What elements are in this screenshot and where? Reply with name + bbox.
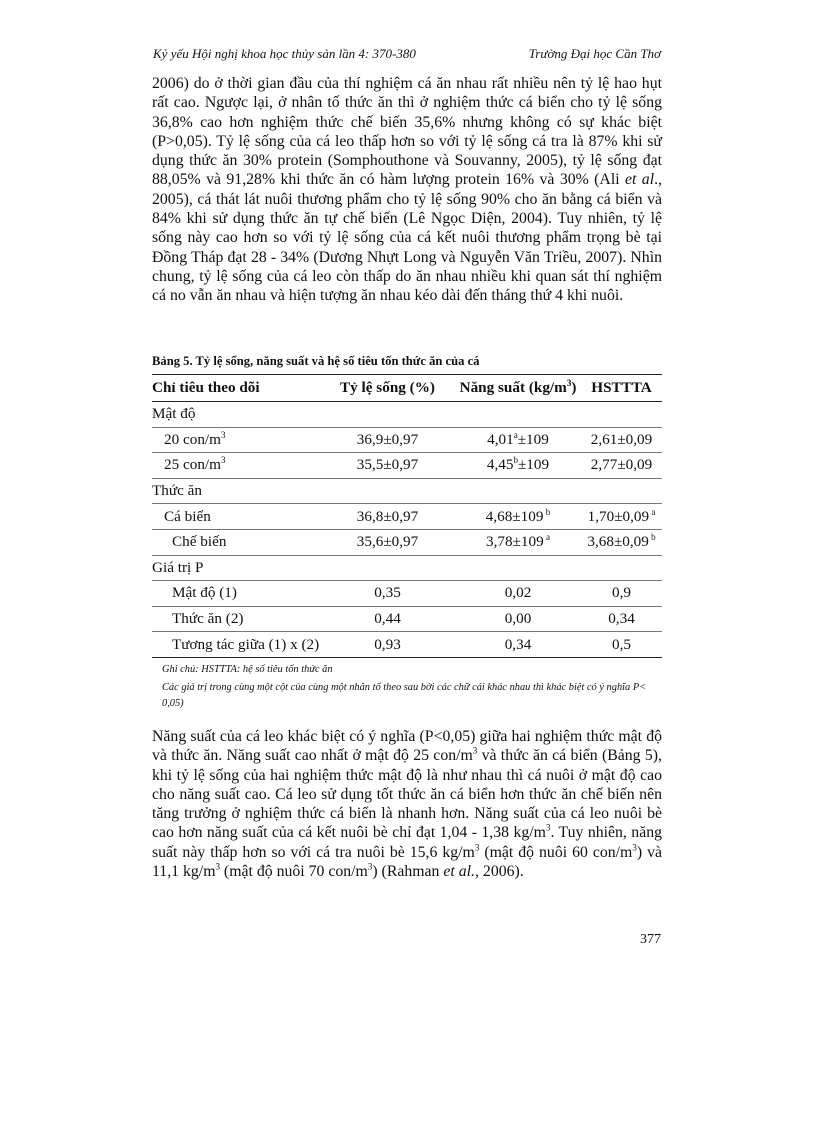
header-proceedings: Kỷ yếu Hội nghị khoa học thủy sản lần 4: 370-380: [153, 46, 416, 61]
table-survival-yield-fcr: [152, 374, 662, 658]
table-row: Thức ăn (2) 0,44 0,00 0,34: [152, 606, 662, 632]
paragraph-survival-discussion: 2006) do ở thời gian đầu của thí nghiệm cá ăn nhau rất nhiều nên tỷ lệ hao hụt rất cao. Ngược lại, ở nhân tố thức ăn thì ở nghiệm thức cá biển cho tỷ lệ sống 36,8% cao hơn nghiệm thức chế biến 35,6% nhưng không có sự khác biệt (P>0,05). Tỷ lệ sống của cá leo thấp hơn so với tỷ lệ sống cá tra là 87% khi sử dụng thức ăn 30% protein (Somphouthone và Souvanny, 2005), tỷ lệ sống đạt 88,05% và 91,28% khi thức ăn có hàm lượng protein 16% và 30% (Ali et al., 2005), cá thát lát nuôi thương phẩm cho tỷ lệ sống 90% cho ăn bằng cá biển và 84% khi sử dụng thức ăn tự chế biến (Lê Ngọc Diện, 2004). Tuy nhiên, tỷ lệ sống này cao hơn so với tỷ lệ sống của cá kết nuôi thương phẩm trọng bè tại Đồng Tháp đạt 28 - 34% (Dương Nhựt Long và Nguyễn Văn Triều, 2007). Nhìn chung, tỷ lệ sống của cá leo còn thấp do ăn nhau nhiều khi quan sát thí nghiệm cá no vẫn ăn nhau và hiện tượng ăn nhau kéo dài đến tháng thứ 4 khi nuôi.: [152, 75, 663, 305]
header-survival: Tỷ lệ sống (%): [340, 379, 435, 396]
page-number: 377: [640, 932, 661, 947]
group-row-feed: Thức ăn: [152, 478, 662, 504]
table-header-row: [152, 375, 662, 402]
table-row: Cá biển 36,8±0,97 4,68±109 $^b$ 1,70±0,09 $^a$: [152, 504, 662, 530]
group-row-density: Mật độ: [152, 402, 662, 428]
paragraph-yield-discussion: Năng suất của cá leo khác biệt có ý nghĩa (P<0,05) giữa hai nghiệm thức mật độ và thức ăn. Năng suất cao nhất ở mật độ 25 con/$m^3$ và thức ăn cá biển (Bảng 5), khi tỷ lệ sống của hai nghiệm thức mật độ là như nhau thì cá nuôi ở mật độ cao cho năng suất cao. Cá leo sử dụng tốt thức ăn cá biển hơn thức ăn chế biến nên tăng trưởng ở nghiệm thức cá biển là nhanh hơn. Năng suất của cá leo nuôi bè cao hơn năng suất của cá kết nuôi bè chỉ đạt 1,04 - 1,38 $kg/m^3$. Tuy nhiên, năng suất này thấp hơn so với cá tra nuôi bè 15,6 $kg/m^3$ (mật độ nuôi 60 con/$m^3$) và 11,1 $kg/m^3$ (mật độ nuôi 70 con/$m^3$) (Rahman et al., 2006).: [152, 728, 662, 881]
table-row: 25 con/$m^3$ 35,5±0,97 4,45$^b$±109 2,77±0,09: [152, 453, 662, 479]
table-row: Mật độ (1) 0,35 0,02 0,9: [152, 581, 662, 607]
table-note-abbrev: Ghi chú: HSTTTA: hệ số tiêu tốn thức ăn: [162, 664, 333, 675]
header-indicator: Chỉ tiêu theo dõi: [152, 379, 260, 396]
header-yield: Năng suất $(kg/m^3)$: [459, 377, 577, 396]
table-note-significance: Các giá trị trong cùng một cột của cùng một nhân tố theo sau bởi các chữ cái khác nhau thì khác biệt có ý nghĩa P< 0,05): [162, 682, 647, 709]
table-row: Tương tác giữa (1) x (2) 0,93 0,34 0,5: [152, 632, 662, 658]
header-fcr: HSTTTA: [591, 379, 652, 396]
table-caption: Bảng 5. Tỷ lệ sống, năng suất và hệ số tiêu tốn thức ăn của cá: [152, 354, 480, 368]
table-notes: [162, 662, 662, 714]
group-row-pvalue: Giá trị P: [152, 555, 662, 581]
header-university: Trường Đại học Cần Thơ: [528, 46, 661, 61]
table-row: 20 con/$m^3$ 36,9±0,97 4,01$^a$±109 2,61±0,09: [152, 427, 662, 453]
table-row: Chế biến 35,6±0,97 3,78±109 $^a$ 3,68±0,09 $^b$: [152, 529, 662, 555]
